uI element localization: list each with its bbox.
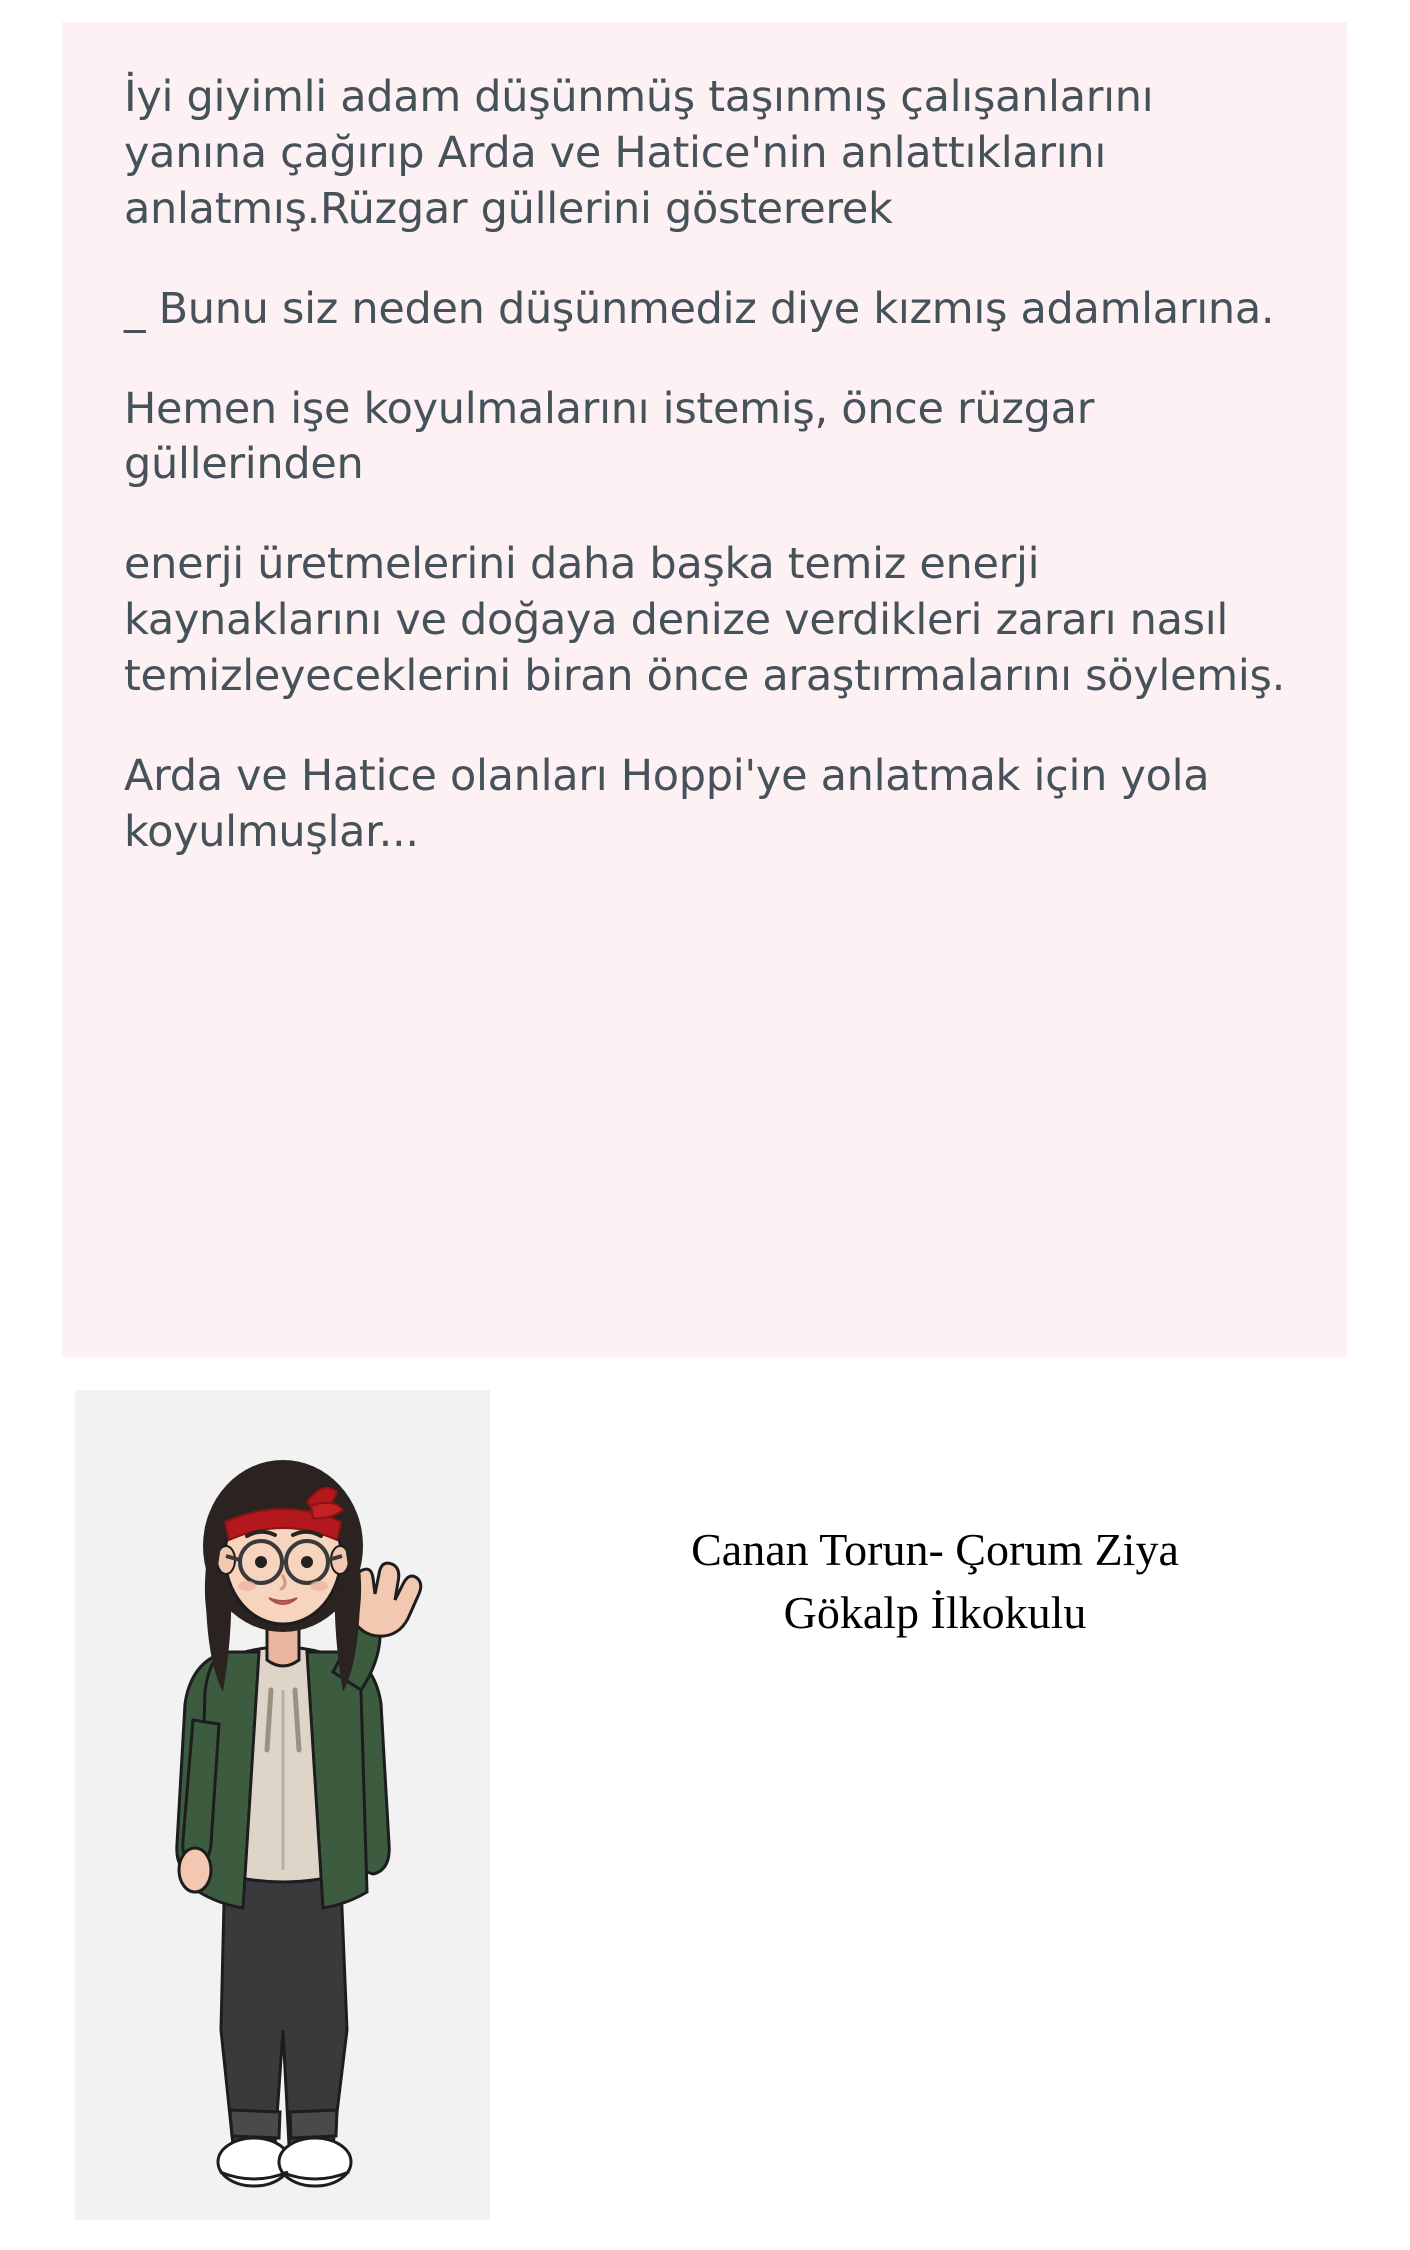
female-cartoon-avatar-icon (75, 1390, 490, 2220)
story-paragraph: Arda ve Hatice olanları Hoppi'ye anlatmak için yola koyulmuşlar... (124, 751, 1223, 857)
caption-line-2: Gökalp İlkokulu (783, 1587, 1087, 1639)
story-paragraph: İyi giyimli adam düşünmüş taşınmış çalışanlarını yanına çağırıp Arda ve Hatice'nin anlattıklarını anlatmış.Rüzgar güllerini göstererek (124, 72, 1167, 234)
avatar-image-frame (75, 1390, 490, 2220)
image-caption (520, 1518, 1350, 1645)
story-paragraph: enerji üretmelerini daha başka temiz enerji kaynaklarını ve doğaya denize verdikleri zararı nasıl temizleyeceklerini biran önce araştırmalarını söylemiş. (124, 539, 1285, 702)
story-text-panel (62, 22, 1347, 1357)
caption-line-1: Canan Torun- Çorum Ziya (691, 1524, 1179, 1575)
story-paragraph: _ Bunu siz neden düşünmediz diye kızmış adamlarına. (124, 283, 1275, 334)
story-paragraph: Hemen işe koyulmalarını istemiş, önce rüzgar güllerinden (124, 383, 1108, 490)
